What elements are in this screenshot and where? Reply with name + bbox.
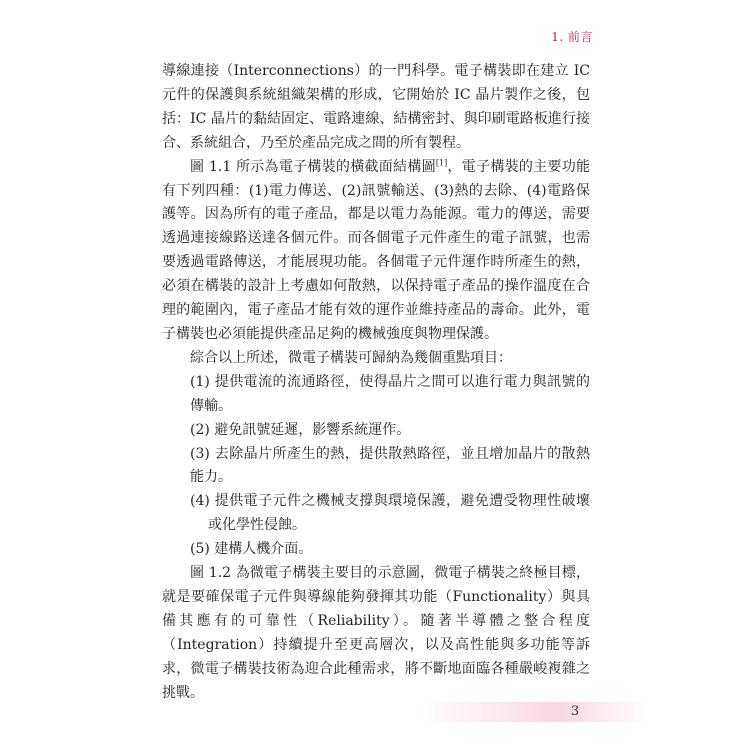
list-item-text: 提供電流的流通路徑，使得晶片之間可以進行電力與訊號的傳輸。 <box>190 373 591 414</box>
list-item-text: 去除晶片所產生的熱，提供散熱路徑，並且增加晶片的散熱能力。 <box>190 445 591 486</box>
footer-band <box>420 702 650 722</box>
list-item <box>162 490 590 538</box>
page-number: 3 <box>570 704 580 719</box>
paragraph-4: 圖 1.2 為微電子構裝主要目的示意圖，微電子構裝之終極目標，就是要確保電子元件與導線能夠發揮其功能（Functionality）與具備其應有的可靠性（Reliability）。隨著半導體之整合程度（Integration）持續提升至更高層次，以及高性能與多功能等訴求，微電子構裝技術為迎合此種需求，將不斷地面臨各種嚴峻複雜之挑戰。 <box>162 565 590 701</box>
paragraph-1: 導線連接（Interconnections）的一門科學。電子構裝即在建立 IC 元件的保護與系統組織架構的形成，它開始於 IC 晶片製作之後，包括：IC 晶片的黏結固定、電路連線、結構密封、與印刷電路板進行接合、系統組合，乃至於產品完成之間的所有製程。 <box>162 63 590 151</box>
running-header <box>551 28 593 45</box>
list-item <box>162 371 590 419</box>
paragraph-2 <box>162 156 590 347</box>
list-item-number: (1) <box>190 373 210 390</box>
list-item-text: 避免訊號延遲，影響系統運作。 <box>214 421 411 438</box>
paragraph-3: 綜合以上所述，微電子構裝可歸納為幾個重點項目： <box>190 349 512 366</box>
list-item-number: (2) <box>190 421 210 438</box>
paragraph-2-text-b: ，電子構裝的主要功能有下列四種：(1)電力傳送、(2)訊號輸送、(3)熱的去除、(4)電路保護等。因為所有的電子產品，都是以電力為能源。電力的傳送，需要透過連接線路送達各個元件。而各個電子元件產生的電子訊號，也需要透過電路傳送，才能展現功能。各個電子元件運作時所產生的熱，必須在構裝的設計上考慮如何散熱，以保持電子產品的操作溫度在合理的範圍內，電子產品才能有效的運作並維持產品的壽命。此外，電子構裝也必須能提供產品足夠的機械強度與物理保護。 <box>162 158 591 342</box>
paragraph-2-text-a: 圖 1.1 所示為電子構裝的橫截面結構圖 <box>190 158 436 175</box>
key-points-list <box>162 371 590 562</box>
list-item-text: 建構人機介面。 <box>214 541 313 558</box>
page-body <box>162 60 590 705</box>
list-item <box>162 443 590 491</box>
list-item-number: (4) <box>190 493 210 510</box>
section-label: 1. 前言 <box>551 30 593 44</box>
list-item-text: 提供電子元件之機械支撐與環境保護，避免遭受物理性破壞或化學性侵蝕。 <box>208 493 591 534</box>
list-item <box>162 538 590 562</box>
list-item-number: (3) <box>190 445 210 462</box>
list-item <box>162 419 590 443</box>
list-item-number: (5) <box>190 541 210 558</box>
citation-ref[interactable]: [1] <box>435 157 448 167</box>
